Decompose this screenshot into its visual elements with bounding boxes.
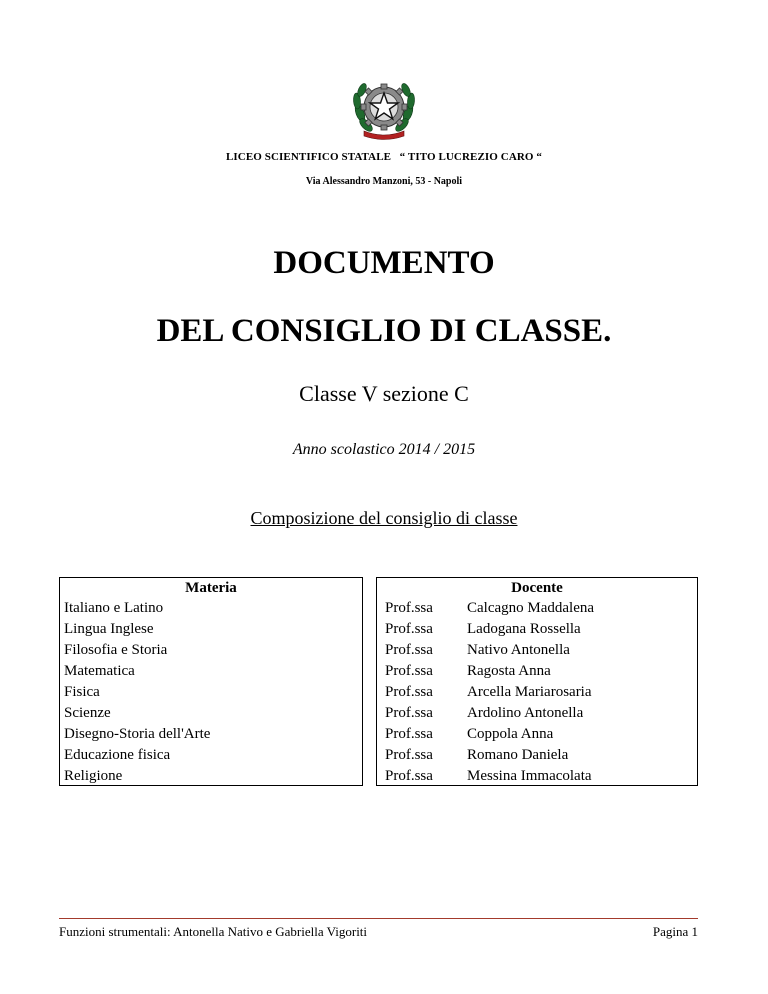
teacher-name: Calcagno Maddalena: [467, 600, 595, 616]
teacher-row: [377, 745, 697, 766]
document-title-line2: DEL CONSIGLIO DI CLASSE.: [156, 313, 612, 349]
subject-row: Disegno-Storia dell'Arte: [64, 726, 211, 742]
teachers-box: [376, 577, 698, 786]
teacher-name: Nativo Antonella: [467, 642, 570, 658]
teacher-name: Romano Daniela: [467, 747, 569, 763]
teacher-title: Prof.ssa: [385, 642, 433, 658]
subject-row: Religione: [64, 768, 123, 784]
subject-column-header: Materia: [185, 580, 237, 596]
composition-heading: Composizione del consiglio di classe: [250, 508, 518, 528]
teacher-title: Prof.ssa: [385, 684, 433, 700]
teacher-row: [377, 640, 697, 661]
footer-divider: [59, 918, 698, 919]
page-number: Pagina 1: [652, 924, 698, 939]
subject-row: Fisica: [64, 684, 100, 700]
teacher-row: [377, 661, 697, 682]
teacher-row: [377, 598, 697, 619]
teacher-name: Ragosta Anna: [467, 663, 551, 679]
teacher-name: Ladogana Rossella: [467, 621, 581, 637]
teacher-title: Prof.ssa: [385, 621, 433, 637]
subjects-box: [59, 577, 363, 786]
teacher-title: Prof.ssa: [385, 600, 433, 616]
subject-row: Filosofia e Storia: [64, 642, 168, 658]
school-name: LICEO SCIENTIFICO STATALE “ TITO LUCREZIO CARO “: [225, 151, 543, 163]
teacher-title: Prof.ssa: [385, 768, 433, 784]
teacher-row: [377, 766, 697, 787]
teacher-row: [377, 619, 697, 640]
italian-republic-emblem-icon: [350, 75, 418, 143]
teacher-row: [377, 724, 697, 745]
school-year: Anno scolastico 2014 / 2015: [292, 441, 476, 458]
subject-row: Matematica: [64, 663, 135, 679]
subject-row: Italiano e Latino: [64, 600, 164, 616]
school-address: Via Alessandro Manzoni, 53 - Napoli: [305, 176, 463, 187]
teacher-column-header: Docente: [511, 580, 563, 596]
teacher-row: [377, 682, 697, 703]
teacher-title: Prof.ssa: [385, 747, 433, 763]
teacher-title: Prof.ssa: [385, 726, 433, 742]
subject-row: Lingua Inglese: [64, 621, 154, 637]
subject-row: Educazione fisica: [64, 747, 171, 763]
class-label: Classe V sezione C: [299, 381, 469, 406]
teacher-title: Prof.ssa: [385, 663, 433, 679]
teacher-name: Coppola Anna: [467, 726, 554, 742]
document-title-line1: DOCUMENTO: [273, 245, 495, 281]
footer-credits: Funzioni strumentali: Antonella Nativo e Gabriella Vigoriti: [59, 924, 368, 939]
subject-row: Scienze: [64, 705, 111, 721]
teacher-name: Ardolino Antonella: [467, 705, 584, 721]
teacher-row: [377, 703, 697, 724]
teacher-title: Prof.ssa: [385, 705, 433, 721]
teacher-name: Messina Immacolata: [467, 768, 592, 784]
teacher-name: Arcella Mariarosaria: [467, 684, 592, 700]
